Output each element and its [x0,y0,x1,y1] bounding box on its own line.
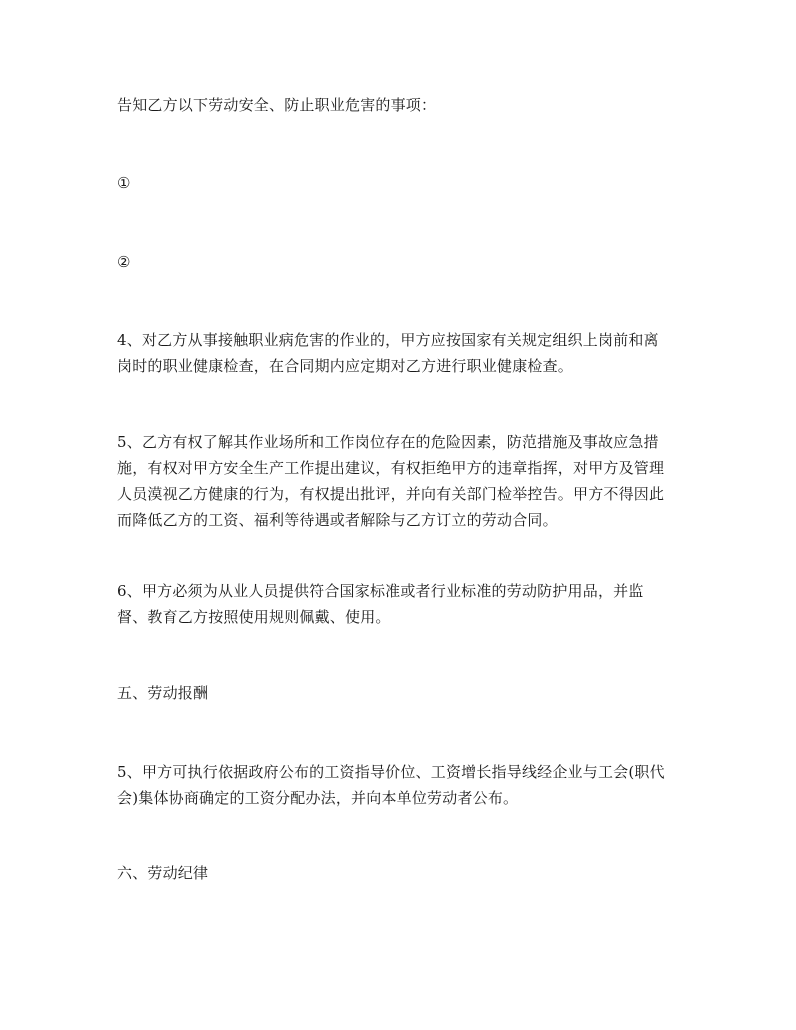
clause-5-line: 人员漠视乙方健康的行为，有权提出批评，并向有关部门检举控告。甲方不得因此 [117,485,665,503]
clause-6 [117,578,685,630]
pay-clause-5-line: 会)集体协商确定的工资分配办法，并向本单位劳动者公布。 [117,789,519,807]
clause-4-line: 4、对乙方从事接触职业病危害的作业的，甲方应按国家有关规定组织上岗前和离 [117,331,659,349]
clause-5-line: 而降低乙方的工资、福利等待遇或者解除与乙方订立的劳动合同。 [117,511,558,529]
intro-text: 告知乙方以下劳动安全、防止职业危害的事项： [117,96,437,114]
clause-4 [117,327,685,379]
clause-5-line: 5、乙方有权了解其作业场所和工作岗位存在的危险因素，防范措施及事故应急措 [117,433,659,451]
list-marker-2: ② [117,253,131,271]
section-6-heading: 六、劳动纪律 [117,864,209,882]
list-marker-1: ① [117,174,131,192]
clause-6-line: 督、教育乙方按照使用规则佩戴、使用。 [117,608,391,626]
pay-clause-5 [117,759,685,811]
clause-5 [117,429,685,533]
section-5-heading: 五、劳动报酬 [117,684,209,702]
clause-6-line: 6、甲方必须为从业人员提供符合国家标准或者行业标准的劳动防护用品，并监 [117,582,644,600]
pay-clause-5-line: 5、甲方可执行依据政府公布的工资指导价位、工资增长指导线经企业与工会(职代 [117,763,665,781]
clause-5-line: 施，有权对甲方安全生产工作提出建议，有权拒绝甲方的违章指挥，对甲方及管理 [117,459,665,477]
clause-4-line: 岗时的职业健康检查，在合同期内应定期对乙方进行职业健康检查。 [117,357,574,375]
